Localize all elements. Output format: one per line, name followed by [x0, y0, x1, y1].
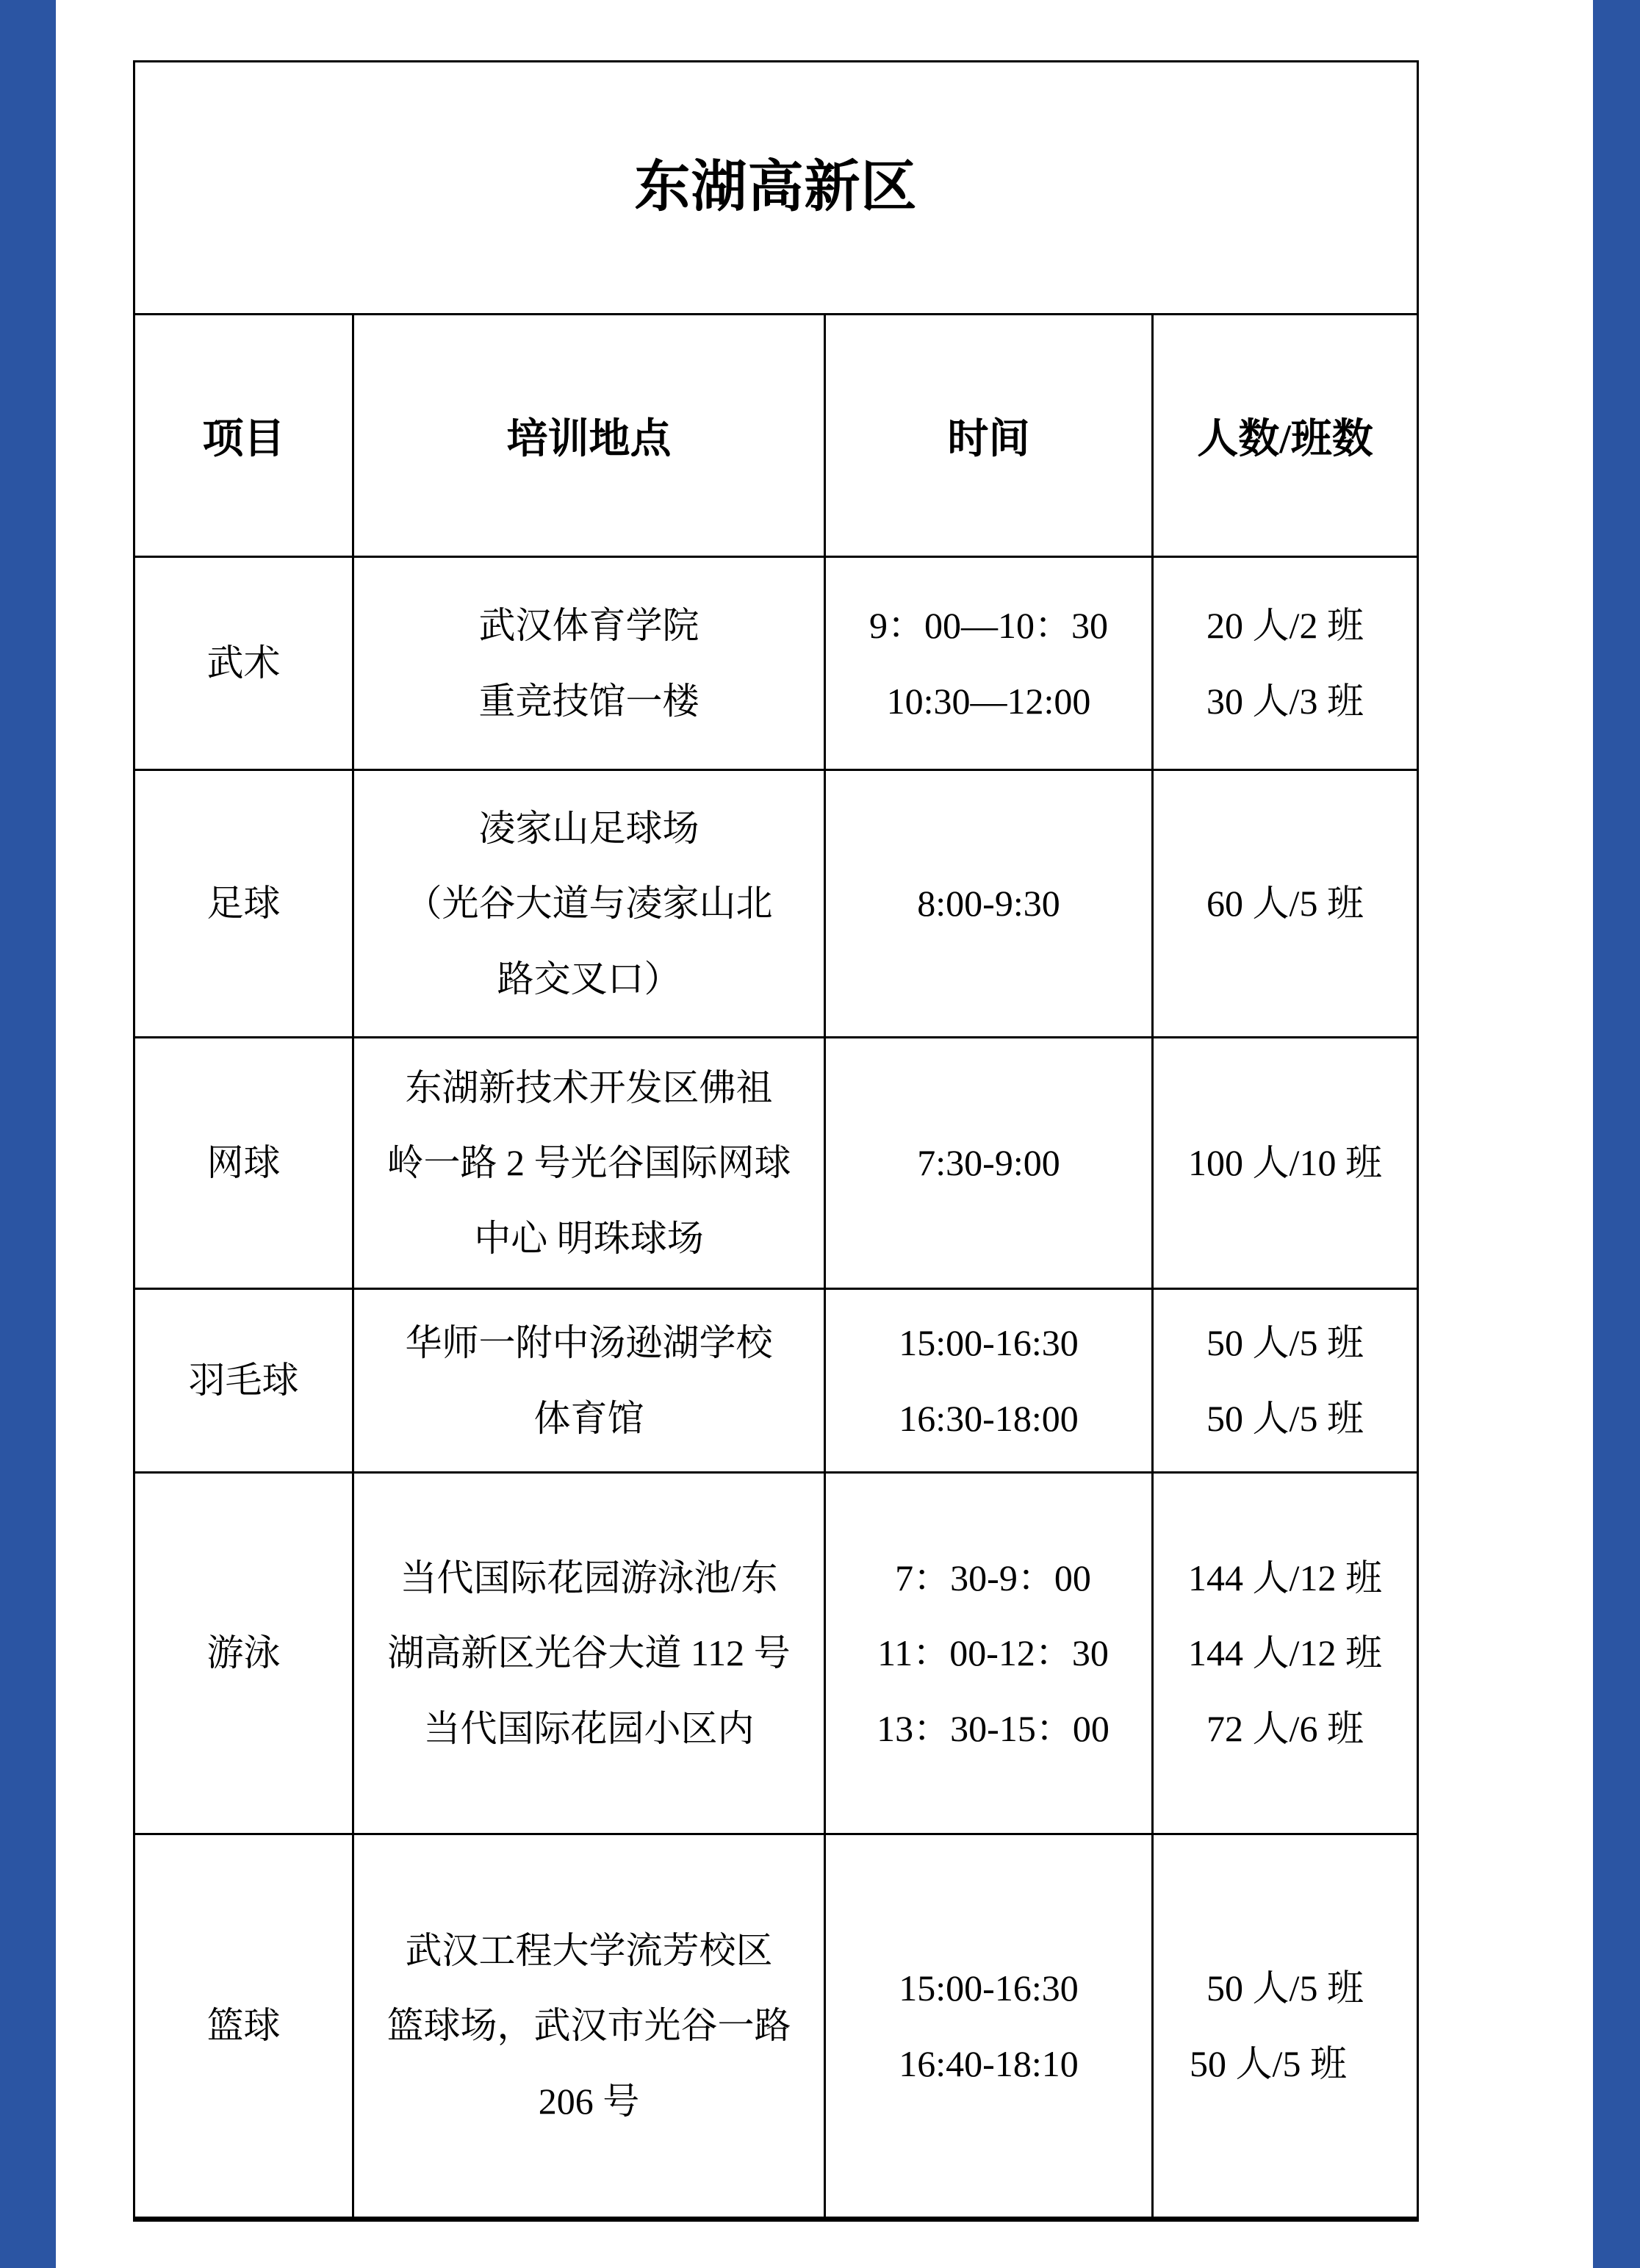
table-row-zuqiu: [134, 770, 1418, 1038]
location-line: （光谷大道与凌家山北: [405, 883, 773, 925]
project-cell: [134, 1834, 353, 2219]
location-line: 华师一附中汤逊湖学校: [405, 1322, 773, 1363]
left-blue-bar: [0, 0, 56, 2268]
project-label: 武术: [206, 642, 281, 684]
project-label: 足球: [206, 883, 281, 925]
time-cell: [825, 557, 1153, 770]
capacity-line: 72 人/6 班: [1206, 1707, 1364, 1749]
time-line: 15:00-16:30: [899, 1322, 1079, 1363]
time-line: 11：00-12：30: [877, 1632, 1109, 1674]
project-cell: [134, 1038, 353, 1289]
header-capacity: 人数/班数: [1153, 315, 1418, 557]
capacity-line: 60 人/5 班: [1206, 883, 1364, 925]
time-line: 10:30—12:00: [886, 680, 1091, 722]
time-line: 16:40-18:10: [899, 2042, 1079, 2084]
location-line: 当代国际花园小区内: [423, 1707, 755, 1749]
location-line: 路交叉口）: [497, 958, 681, 1000]
time-line: 8:00-9:30: [917, 883, 1060, 925]
project-cell: [134, 1289, 353, 1473]
time-cell: [825, 1473, 1153, 1834]
capacity-cell: [1153, 1834, 1418, 2219]
location-cell: [353, 1834, 825, 2219]
time-line: 7:30-9:00: [917, 1142, 1060, 1184]
location-line: 体育馆: [533, 1397, 644, 1439]
capacity-cell: [1153, 1473, 1418, 1834]
location-cell: [353, 1289, 825, 1473]
time-line: 16:30-18:00: [899, 1397, 1079, 1439]
capacity-cell: [1153, 1289, 1418, 1473]
right-blue-bar: [1593, 0, 1640, 2268]
time-line: 7：30-9：00: [895, 1557, 1091, 1598]
time-cell: [825, 1038, 1153, 1289]
table-title: [134, 62, 1418, 315]
header-time: 时间: [825, 315, 1153, 557]
title-row: [134, 62, 1418, 315]
capacity-line: 20 人/2 班: [1206, 605, 1364, 646]
location-line: 篮球场，武汉市光谷一路: [386, 2005, 791, 2047]
location-line: 当代国际花园游泳池/东: [400, 1557, 778, 1598]
capacity-line: 144 人/12 班: [1188, 1557, 1382, 1598]
location-line: 武汉工程大学流芳校区: [405, 1929, 773, 1971]
location-line: 岭一路 2 号光谷国际网球: [386, 1142, 791, 1184]
training-schedule-table: [133, 60, 1419, 2222]
time-line: 15:00-16:30: [899, 1967, 1079, 2009]
header-location: 培训地点: [353, 315, 825, 557]
location-line: 凌家山足球场: [478, 807, 699, 849]
capacity-line: 100 人/10 班: [1188, 1142, 1382, 1184]
table-row-wangqiu: [134, 1038, 1418, 1289]
header-row: [134, 315, 1418, 557]
location-line: 重竞技馆一楼: [478, 680, 699, 722]
project-label: 篮球: [206, 2005, 281, 2047]
capacity-line: 30 人/3 班: [1206, 680, 1364, 722]
table-row-youyong: [134, 1473, 1418, 1834]
location-line: 东湖新技术开发区佛祖: [405, 1066, 773, 1108]
time-cell: [825, 770, 1153, 1038]
capacity-line: 50 人/5 班: [1190, 2042, 1347, 2084]
capacity-cell: [1153, 557, 1418, 770]
location-cell: [353, 770, 825, 1038]
location-line: 湖高新区光谷大道 112 号: [387, 1632, 791, 1674]
location-cell: [353, 1038, 825, 1289]
time-line: 13：30-15：00: [877, 1707, 1109, 1749]
location-line: 武汉体育学院: [478, 605, 699, 646]
table-row-yumaoqiu: [134, 1289, 1418, 1473]
location-cell: [353, 1473, 825, 1834]
table-row-lanqiu: [134, 1834, 1418, 2219]
capacity-line: 50 人/5 班: [1206, 1322, 1364, 1363]
table-row-wushu: [134, 557, 1418, 770]
project-label: 游泳: [206, 1632, 281, 1674]
project-cell: [134, 557, 353, 770]
project-cell: [134, 1473, 353, 1834]
time-line: 9：00—10：30: [869, 605, 1108, 646]
location-line: 中心 明珠球场: [474, 1217, 704, 1259]
capacity-line: 144 人/12 班: [1188, 1632, 1382, 1674]
table-title-text: 东湖高新区: [634, 156, 918, 218]
location-cell: [353, 557, 825, 770]
capacity-line: 50 人/5 班: [1206, 1967, 1364, 2009]
time-cell: [825, 1834, 1153, 2219]
project-label: 网球: [206, 1142, 281, 1184]
header-project: 项目: [134, 315, 353, 557]
capacity-cell: [1153, 1038, 1418, 1289]
time-cell: [825, 1289, 1153, 1473]
project-label: 羽毛球: [188, 1360, 299, 1402]
capacity-cell: [1153, 770, 1418, 1038]
location-line: 206 号: [538, 2080, 640, 2122]
capacity-line: 50 人/5 班: [1206, 1397, 1364, 1439]
project-cell: [134, 770, 353, 1038]
